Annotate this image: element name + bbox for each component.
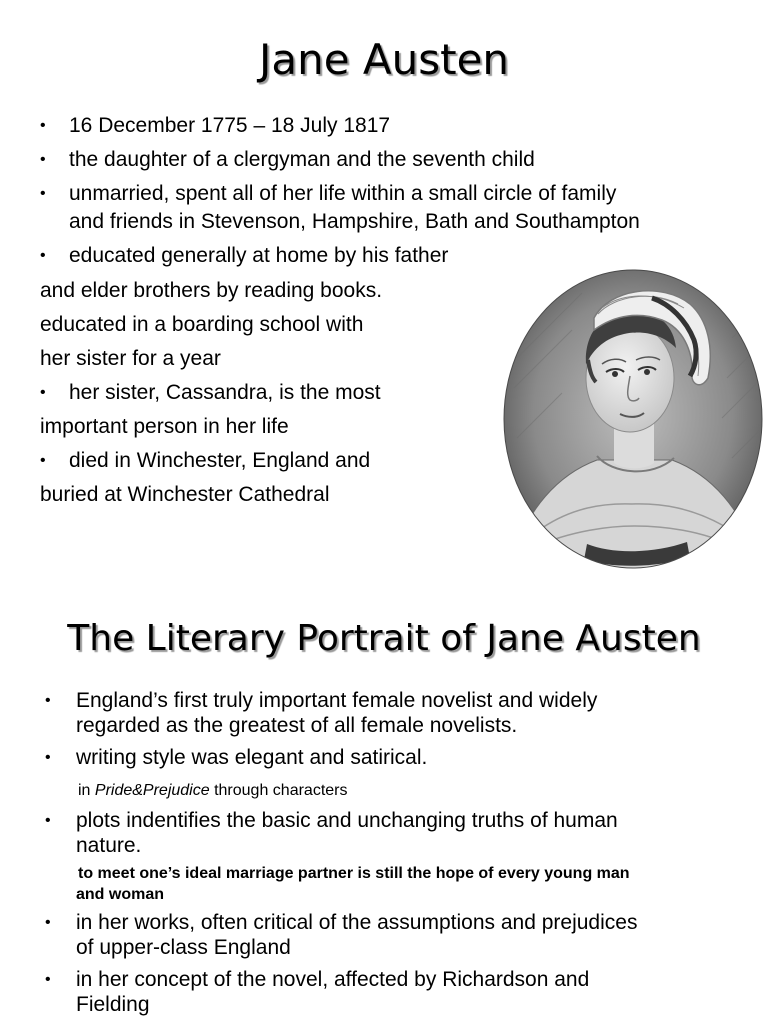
bullet-marker: • <box>45 692 51 709</box>
bullet-marker: • <box>40 384 46 401</box>
list-item-continuation: important person in her life <box>40 415 289 438</box>
list-item: 16 December 1775 – 18 July 1817 <box>69 114 391 137</box>
list-item: her sister, Cassandra, is the most <box>69 381 381 404</box>
list-item-continuation: nature. <box>76 834 142 857</box>
list-item: died in Winchester, England and <box>69 449 371 472</box>
list-item-continuation: educated in a boarding school with <box>40 313 364 336</box>
bullet-marker: • <box>45 971 51 988</box>
bullet-marker: • <box>40 452 46 469</box>
list-item: the daughter of a clergyman and the seventh child <box>69 148 535 171</box>
list-item-continuation: of upper-class England <box>76 936 291 959</box>
bullet-marker: • <box>45 812 51 829</box>
list-item-continuation: and elder brothers by reading books. <box>40 279 383 302</box>
list-item: educated generally at home by his father <box>69 244 449 267</box>
sub-note: in Pride&Prejudice through characters <box>78 782 348 799</box>
sub-note: to meet one’s ideal marriage partner is still the hope of every young man <box>78 865 630 882</box>
list-item: writing style was elegant and satirical. <box>76 746 428 769</box>
bullet-marker: • <box>45 914 51 931</box>
portrait-engraving-icon <box>502 268 764 570</box>
bullet-marker: • <box>40 185 46 202</box>
list-item: in her works, often critical of the assumptions and prejudices <box>76 911 638 934</box>
list-item-continuation: Fielding <box>76 993 150 1016</box>
bullet-marker: • <box>45 749 51 766</box>
list-item-continuation: her sister for a year <box>40 347 221 370</box>
list-item-continuation: regarded as the greatest of all female novelists. <box>76 714 518 737</box>
bullet-marker: • <box>40 247 46 264</box>
list-item: in her concept of the novel, affected by Richardson and <box>76 968 590 991</box>
sub-note-continuation: and woman <box>76 886 165 903</box>
bullet-marker: • <box>40 117 46 134</box>
list-item: England’s first truly important female novelist and widely <box>76 689 598 712</box>
list-item: plots indentifies the basic and unchanging truths of human <box>76 809 618 832</box>
list-item-continuation: and friends in Stevenson, Hampshire, Bath and Southampton <box>69 210 640 233</box>
bullet-marker: • <box>40 151 46 168</box>
page-title: Jane Austen <box>258 35 510 84</box>
list-item-continuation: buried at Winchester Cathedral <box>40 483 330 506</box>
section-title: The Literary Portrait of Jane Austen <box>67 618 701 659</box>
list-item: unmarried, spent all of her life within a small circle of family <box>69 182 617 205</box>
